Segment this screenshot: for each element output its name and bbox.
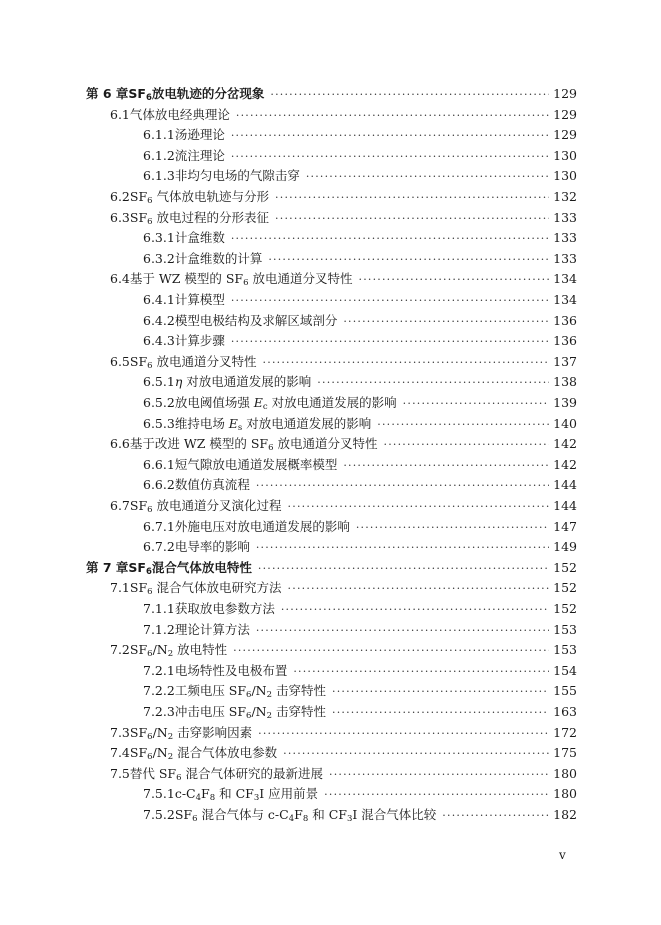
dot-leader (256, 623, 549, 639)
toc-entry-number: 7.4 (110, 745, 130, 761)
dot-leader (442, 808, 549, 824)
toc-entry-number: 7.2.1 (143, 662, 175, 678)
dot-leader (256, 478, 549, 494)
toc-entry-page: 155 (553, 683, 577, 699)
toc-entry-title: $SF_6$混合气体放电特性 (128, 559, 252, 577)
toc-entry-row (110, 188, 577, 206)
toc-entry-title: $SF_6/N_2$ 放电特性 (129, 642, 228, 660)
dot-leader (356, 520, 549, 536)
toc-entry-page: 152 (553, 580, 577, 596)
dot-leader (231, 334, 549, 350)
toc-entry-number: 6.4.2 (143, 312, 175, 328)
toc-entry-page: 144 (553, 477, 577, 493)
toc-entry-title: 冲击电压 $SF_6/N_2$ 击穿特性 (174, 704, 327, 721)
toc-entry-row (143, 621, 577, 639)
toc-entry-row (143, 600, 577, 618)
toc-entry-title: 非均匀电场的气隙击穿 (174, 168, 300, 184)
toc-entry-row (143, 703, 577, 721)
toc-entry-title: 获取放电参数方法 (174, 601, 275, 616)
toc-entry-row (110, 209, 577, 227)
toc-entry-row (143, 476, 577, 494)
dot-leader (236, 108, 549, 124)
toc-entry-number: 7.1.1 (143, 601, 175, 616)
toc-entry-number: 6.1 (110, 106, 130, 122)
dot-leader (270, 87, 549, 103)
dot-leader (233, 643, 549, 659)
dot-leader (403, 396, 549, 412)
dot-leader (256, 540, 549, 556)
toc-entry-title: 模型电极结构及求解区域剖分 (174, 312, 338, 328)
toc-entry-row (143, 291, 577, 309)
toc-entry-page: 172 (553, 724, 577, 740)
toc-entry-title: 汤逊理论 (174, 127, 225, 143)
toc-entry-title: $SF_6$放电轨迹的分岔现象 (128, 86, 265, 103)
toc-entry-number: 6.1.3 (143, 168, 175, 184)
toc-entry-page: 144 (553, 498, 577, 513)
toc-entry-title: η 对放电通道发展的影响 (174, 374, 312, 390)
toc-entry-title: 基于改进 WZ 模型的 $SF_6$ 放电通道分叉特性 (129, 436, 378, 454)
toc-chapter-row (86, 85, 577, 103)
toc-entry-page: 140 (553, 415, 577, 431)
toc-chapter-row (86, 559, 577, 577)
toc-entry-page: 132 (553, 189, 577, 204)
dot-leader (275, 211, 549, 227)
toc-entry-page: 130 (553, 168, 577, 184)
dot-leader (288, 499, 550, 515)
toc-entry-number: 6.2 (110, 189, 130, 204)
toc-entry-row (143, 538, 577, 556)
toc-entry-title: $SF_6$ 混合气体放电研究方法 (129, 580, 282, 598)
toc-entry-number: 6.5.1 (143, 374, 175, 390)
toc-entry-page: 129 (553, 86, 577, 101)
toc-entry-number: 6.3.1 (143, 230, 175, 246)
dot-leader (231, 128, 549, 144)
dot-leader (306, 169, 549, 185)
toc-entry-title: 外施电压对放电通道发展的影响 (174, 518, 350, 534)
toc-entry-page: 142 (553, 436, 577, 452)
toc-entry-title: 基于 WZ 模型的 $SF_6$ 放电通道分叉特性 (129, 271, 353, 289)
dot-leader (343, 458, 549, 474)
toc-entry-number: 6.4.3 (143, 333, 175, 349)
toc-entry-page: 137 (553, 353, 577, 369)
dot-leader (231, 231, 549, 247)
toc-entry-title: $SF_6$ 放电通道分叉演化过程 (129, 498, 282, 515)
toc-entry-page: 153 (553, 621, 577, 637)
toc-entry-number: 6.5 (110, 353, 130, 369)
toc-entry-page: 152 (553, 559, 577, 575)
toc-entry-row (110, 724, 577, 742)
toc-entry-row (143, 394, 577, 412)
toc-entry-title: $SF_6$ 气体放电轨迹与分形 (129, 189, 270, 206)
toc-entry-title: 理论计算方法 (174, 621, 250, 637)
toc-entry-row (143, 229, 577, 247)
toc-entry-row (110, 106, 577, 124)
dot-leader (359, 272, 550, 288)
toc-entry-title: 气体放电经典理论 (129, 106, 230, 122)
toc-entry-page: 149 (553, 539, 577, 555)
dot-leader (377, 417, 549, 433)
toc-entry-page: 180 (553, 786, 577, 802)
toc-entry-number: 第 6 章 (86, 86, 129, 101)
toc-entry-row (143, 312, 577, 330)
dot-leader (324, 787, 549, 803)
dot-leader (263, 355, 550, 371)
toc-entry-page: 130 (553, 147, 577, 163)
toc-entry-number: 7.2.3 (143, 704, 175, 719)
toc-entry-number: 6.7.1 (143, 518, 175, 534)
toc-entry-title: $SF_6$ 混合气体与 $c-C_4F_8$ 和 $CF_3I$ 混合气体比较 (174, 807, 437, 824)
toc-entry-title: 替代 $SF_6$ 混合气体研究的最新进展 (129, 765, 324, 783)
toc-entry-row (110, 270, 577, 288)
toc-entry-title: 计盒维数的计算 (174, 250, 263, 266)
toc-entry-number: 7.1.2 (143, 621, 175, 637)
dot-leader (329, 767, 549, 783)
dot-leader (343, 314, 549, 330)
toc-entry-row (143, 332, 577, 350)
toc-entry-title: $SF_6/N_2$ 混合气体放电参数 (129, 745, 278, 763)
toc-entry-title: 计算模型 (174, 292, 225, 307)
dot-leader (258, 561, 549, 577)
toc-entry-row (143, 415, 577, 433)
toc-entry-page: 142 (553, 456, 577, 472)
toc-entry-number: 7.5 (110, 765, 130, 781)
dot-leader (293, 664, 549, 680)
dot-leader (258, 726, 549, 742)
toc-entry-page: 180 (553, 765, 577, 781)
dot-leader (288, 581, 550, 597)
toc-entry-number: 6.6.1 (143, 456, 175, 472)
toc-entry-page: 136 (553, 312, 577, 328)
toc-entry-row (143, 518, 577, 536)
toc-entry-page: 182 (553, 807, 577, 822)
toc-entry-row (110, 497, 577, 515)
toc-entry-title: 计算步骤 (174, 333, 225, 349)
toc-entry-page: 175 (553, 745, 577, 761)
dot-leader (268, 252, 549, 268)
dot-leader (231, 149, 549, 165)
toc-entry-row (143, 682, 577, 700)
toc-entry-row (110, 744, 577, 762)
toc-entry-number: 7.2 (110, 642, 130, 658)
toc-entry-title: $SF_6$ 放电过程的分形表征 (129, 209, 270, 227)
toc-entry-number: 6.6 (110, 436, 130, 452)
toc-entry-title: 数值仿真流程 (174, 477, 250, 493)
toc-entry-number: 6.1.2 (143, 147, 175, 163)
toc-entry-number: 7.5.2 (143, 807, 175, 822)
toc-entry-number: 7.1 (110, 580, 130, 596)
dot-leader (332, 705, 549, 721)
toc-entry-row (143, 250, 577, 268)
toc-entry-row (110, 353, 577, 371)
toc-entry-page: 129 (553, 106, 577, 122)
toc-entry-page: 139 (553, 395, 577, 410)
page-number: v (559, 848, 566, 862)
toc-entry-number: 6.3.2 (143, 250, 175, 266)
toc-entry-title: $c-C_4F_8$ 和 $CF_3I$ 应用前景 (174, 786, 319, 804)
toc-entry-page: 133 (553, 250, 577, 266)
toc-entry-row (143, 456, 577, 474)
dot-leader (317, 375, 549, 391)
toc-entry-row (143, 126, 577, 144)
toc-entry-title: 电导率的影响 (174, 539, 250, 555)
toc-entry-page: 136 (553, 333, 577, 349)
dot-leader (332, 684, 549, 700)
toc-entry-row (110, 765, 577, 783)
toc-entry-page: 154 (553, 662, 577, 678)
toc-entry-row (143, 662, 577, 680)
toc-entry-title: $SF_6$ 放电通道分叉特性 (129, 353, 257, 371)
toc-entry-number: 6.4.1 (143, 292, 175, 307)
toc-entry-row (143, 147, 577, 165)
dot-leader (384, 437, 550, 453)
toc-entry-page: 147 (553, 518, 577, 534)
toc-entry-page: 134 (553, 271, 577, 287)
toc-entry-number: 7.3 (110, 724, 130, 740)
toc-entry-row (143, 167, 577, 185)
toc-entry-title: 维持电场 $E_s$ 对放电通道发展的影响 (174, 415, 372, 433)
dot-leader (231, 293, 549, 309)
toc-entry-title: 放电阈值场强 $E_c$ 对放电通道发展的影响 (174, 395, 397, 412)
toc-entry-page: 163 (553, 704, 577, 719)
dot-leader (281, 602, 549, 618)
toc-entry-number: 6.7.2 (143, 539, 175, 555)
toc-entry-number: 6.3 (110, 209, 130, 225)
toc-entry-number: 6.7 (110, 498, 130, 513)
toc-entry-page: 152 (553, 601, 577, 616)
toc-entry-number: 6.1.1 (143, 127, 175, 143)
toc-entry-number: 7.2.2 (143, 683, 175, 699)
toc-entry-number: 6.6.2 (143, 477, 175, 493)
dot-leader (283, 746, 549, 762)
toc-entry-title: 电场特性及电极布置 (174, 662, 288, 678)
toc-entry-number: 第 7 章 (86, 559, 129, 575)
toc-entry-number: 6.5.2 (143, 395, 175, 410)
toc-entry-row (143, 373, 577, 391)
toc-entry-row (110, 579, 577, 597)
toc-entry-row (143, 785, 577, 803)
toc-entry-page: 153 (553, 642, 577, 658)
toc-entry-title: 短气隙放电通道发展概率模型 (174, 456, 338, 472)
toc-entry-page: 129 (553, 127, 577, 143)
toc-entry-page: 133 (553, 230, 577, 246)
toc-entry-page: 134 (553, 292, 577, 307)
toc-entry-title: $SF_6/N_2$ 击穿影响因素 (129, 724, 253, 742)
toc-entry-page: 138 (553, 374, 577, 390)
toc-entry-row (143, 806, 577, 824)
toc-entry-title: 工频电压 $SF_6/N_2$ 击穿特性 (174, 683, 327, 701)
toc-entry-row (110, 641, 577, 659)
toc-entry-number: 6.4 (110, 271, 130, 287)
toc-entry-page: 133 (553, 209, 577, 225)
dot-leader (275, 190, 549, 206)
toc-entry-number: 6.5.3 (143, 415, 175, 431)
toc-entry-title: 流注理论 (174, 147, 225, 163)
toc-entry-title: 计盒维数 (174, 230, 225, 246)
toc-entry-number: 7.5.1 (143, 786, 175, 802)
toc-entry-row (110, 435, 577, 453)
